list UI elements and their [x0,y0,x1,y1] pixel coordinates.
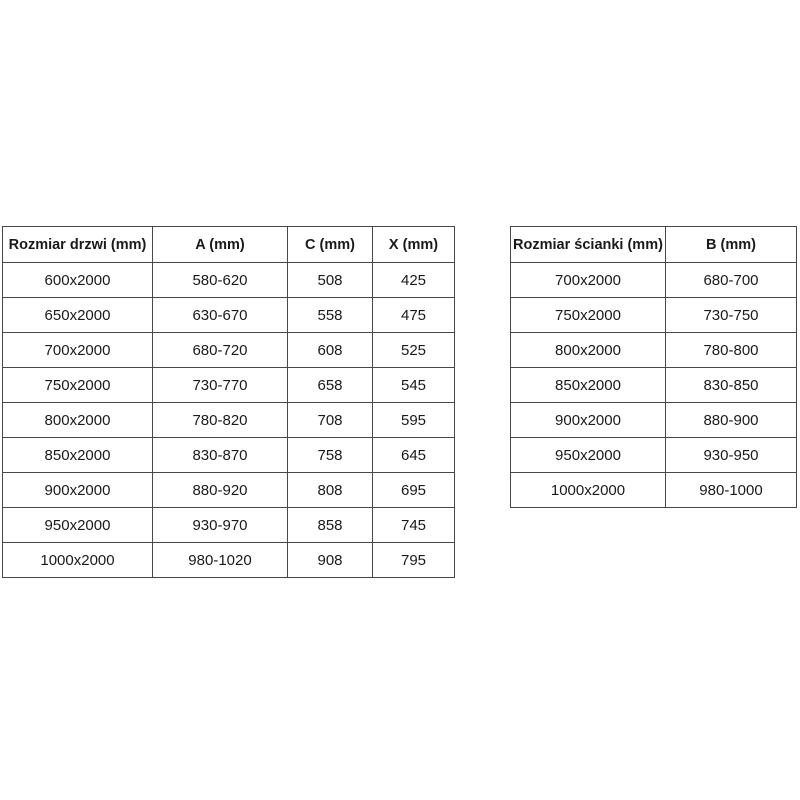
table-row [3,298,455,333]
table-cell: 425 [373,263,455,298]
table-cell: 508 [288,263,373,298]
table-cell: 558 [288,298,373,333]
table-row [511,473,797,508]
table-cell: 930-970 [153,508,288,543]
table-cell: 808 [288,473,373,508]
table-cell: 680-700 [666,263,797,298]
table-row [3,403,455,438]
table-cell: 595 [373,403,455,438]
table-cell: 1000x2000 [511,473,666,508]
table-cell: 745 [373,508,455,543]
table-cell: 980-1000 [666,473,797,508]
table-cell: 475 [373,298,455,333]
table-row [511,263,797,298]
door-size-table-header-cell: A (mm) [153,227,288,263]
table-cell: 900x2000 [511,403,666,438]
table-cell: 730-750 [666,298,797,333]
table-row [3,543,455,578]
door-size-table [2,226,455,578]
table-cell: 580-620 [153,263,288,298]
table-row [511,368,797,403]
table-cell: 850x2000 [511,368,666,403]
table-cell: 650x2000 [3,298,153,333]
table-cell: 880-900 [666,403,797,438]
table-cell: 980-1020 [153,543,288,578]
wall-size-table-header-row [511,227,797,263]
table-cell: 950x2000 [511,438,666,473]
wall-size-table-header-cell: B (mm) [666,227,797,263]
table-cell: 645 [373,438,455,473]
table-cell: 850x2000 [3,438,153,473]
table-cell: 800x2000 [511,333,666,368]
table-cell: 830-850 [666,368,797,403]
table-cell: 1000x2000 [3,543,153,578]
table-cell: 708 [288,403,373,438]
wall-size-table-header-cell: Rozmiar ścianki (mm) [511,227,666,263]
table-cell: 880-920 [153,473,288,508]
table-cell: 758 [288,438,373,473]
door-size-table-header-cell: X (mm) [373,227,455,263]
table-cell: 858 [288,508,373,543]
table-cell: 630-670 [153,298,288,333]
table-cell: 950x2000 [3,508,153,543]
door-size-table-header-cell: Rozmiar drzwi (mm) [3,227,153,263]
table-cell: 780-820 [153,403,288,438]
table-row [511,438,797,473]
table-cell: 750x2000 [3,368,153,403]
door-size-table-body [3,263,455,578]
table-cell: 930-950 [666,438,797,473]
table-row [3,438,455,473]
table-row [511,298,797,333]
table-cell: 780-800 [666,333,797,368]
table-row [3,333,455,368]
door-size-table-header-cell: C (mm) [288,227,373,263]
table-cell: 900x2000 [3,473,153,508]
table-cell: 658 [288,368,373,403]
table-cell: 700x2000 [511,263,666,298]
wall-size-table [510,226,797,508]
table-cell: 730-770 [153,368,288,403]
table-cell: 700x2000 [3,333,153,368]
table-cell: 750x2000 [511,298,666,333]
door-size-table-header-row [3,227,455,263]
table-cell: 908 [288,543,373,578]
table-row [3,508,455,543]
table-cell: 795 [373,543,455,578]
table-cell: 600x2000 [3,263,153,298]
table-cell: 608 [288,333,373,368]
table-row [3,473,455,508]
wall-size-table-body [511,263,797,508]
table-cell: 680-720 [153,333,288,368]
table-row [511,403,797,438]
table-row [511,333,797,368]
table-cell: 695 [373,473,455,508]
table-cell: 545 [373,368,455,403]
table-row [3,368,455,403]
table-cell: 800x2000 [3,403,153,438]
table-cell: 830-870 [153,438,288,473]
table-cell: 525 [373,333,455,368]
table-row [3,263,455,298]
